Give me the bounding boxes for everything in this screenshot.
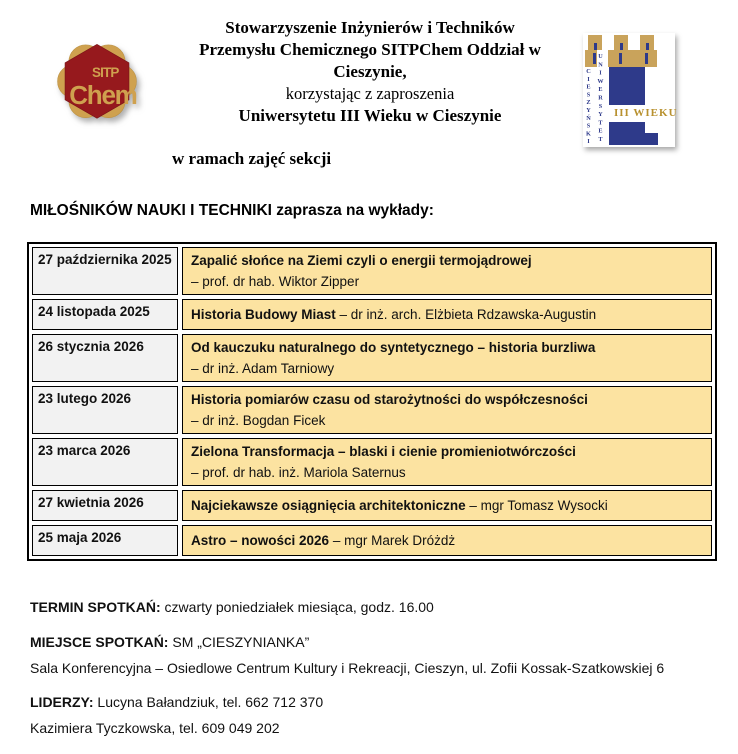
org-name-line3: Cieszynie, (333, 62, 407, 81)
lecture-info (182, 438, 712, 486)
university-logo (583, 33, 678, 147)
logo-vertical-text-uniwersytet: UNIWERSYTET (597, 50, 608, 145)
lecture-schedule-table (27, 242, 717, 561)
lecture-speaker: – dr inż. Bogdan Ficek (191, 413, 326, 428)
lecture-speaker: – prof. dr hab. Wiktor Zipper (191, 274, 360, 289)
tower-merlon (588, 35, 602, 51)
sitpchem-logo-graphic (55, 38, 139, 128)
lecture-info (182, 299, 712, 330)
meeting-place-value: SM „CIESZYNIANKA” (168, 634, 310, 650)
lecture-date: 27 kwietnia 2026 (32, 490, 178, 521)
lecture-date: 23 marca 2026 (32, 438, 178, 486)
schedule-table-body (32, 247, 712, 556)
logo-band (609, 105, 678, 122)
schedule-row (32, 438, 712, 486)
header-text (150, 17, 590, 127)
org-name-line1: Stowarzyszenie Inżynierów i Techników (225, 18, 515, 37)
leader-2: Kazimiera Tyczkowska, tel. 609 049 202 (30, 720, 280, 736)
meeting-place-line (30, 634, 309, 650)
lecture-info (182, 334, 712, 382)
lecture-title-and-speaker: Najciekawsze osiągnięcia architektoniczne – mgr Tomasz Wysocki (191, 497, 608, 513)
schedule-row (32, 334, 712, 382)
lecture-speaker: – dr inż. Adam Tarniowy (191, 361, 335, 376)
leaders-label: LIDERZY: (30, 694, 94, 710)
tower-window (593, 53, 596, 64)
schedule-row (32, 299, 712, 330)
tower-merlon (640, 35, 654, 51)
schedule-row (32, 386, 712, 434)
lecture-date: 23 lutego 2026 (32, 386, 178, 434)
header-subtitle: korzystając z zaproszenia (285, 84, 455, 103)
meeting-time-label: TERMIN SPOTKAŃ: (30, 599, 161, 615)
logo-band-text: III WIEKU (614, 107, 678, 119)
logo-vertical-text-cieszynski: CIESZYŃSKI (585, 68, 596, 142)
tower-base (645, 133, 658, 145)
lecture-title-and-speaker: Historia Budowy Miast – dr inż. arch. Elżbieta Rdzawska-Augustin (191, 306, 597, 322)
lecture-date: 24 listopada 2025 (32, 299, 178, 330)
tower-merlon (614, 35, 628, 51)
schedule-row (32, 525, 712, 556)
university-name: Uniwersytetu III Wieku w Cieszynie (238, 106, 502, 125)
lecture-date: 25 maja 2026 (32, 525, 178, 556)
meeting-time-value: czwarty poniedziałek miesiąca, godz. 16.00 (160, 599, 434, 615)
meeting-time-line (30, 599, 434, 615)
lecture-info (182, 490, 712, 521)
sitpchem-text-top: SITP (91, 65, 119, 81)
sitpchem-text-bottom: Chem (69, 80, 137, 110)
invitation-heading: MIŁOŚNIKÓW NAUKI I TECHNIKI zaprasza na wykłady: (30, 202, 434, 219)
lecture-info (182, 247, 712, 295)
lecture-title: Zapalić słońce na Ziemi czyli o energii termojądrowej (191, 253, 532, 268)
lecture-date: 27 października 2025 (32, 247, 178, 295)
tower-window (645, 53, 648, 64)
lecture-title: Historia pomiarów czasu od starożytności do współczesności (191, 392, 588, 407)
lecture-title: Zielona Transformacja – blaski i cienie promieniotwórczości (191, 444, 576, 459)
lecture-title: Od kauczuku naturalnego do syntetycznego – historia burzliwa (191, 340, 596, 355)
leaders-line (30, 694, 323, 710)
lecture-date: 26 stycznia 2026 (32, 334, 178, 382)
meeting-place-label: MIEJSCE SPOTKAŃ: (30, 634, 169, 650)
tower-window (619, 53, 622, 64)
lecture-title-and-speaker: Astro – nowości 2026 – mgr Marek Dróżdż (191, 532, 456, 548)
org-name-line2: Przemysłu Chemicznego SITPChem Oddział w (199, 40, 541, 59)
section-note: w ramach zajęć sekcji (172, 149, 332, 168)
lecture-info (182, 386, 712, 434)
leader-1: Lucyna Bałandziuk, tel. 662 712 370 (93, 694, 324, 710)
meeting-address: Sala Konferencyjna – Osiedlowe Centrum Kultury i Rekreacji, Cieszyn, ul. Zofii Kossak-Szatkowskiej 6 (30, 660, 665, 676)
schedule-row (32, 247, 712, 295)
lecture-speaker: – prof. dr hab. inż. Mariola Saternus (191, 465, 406, 480)
lecture-info (182, 525, 712, 556)
schedule-row (32, 490, 712, 521)
sitpchem-logo (55, 38, 139, 128)
